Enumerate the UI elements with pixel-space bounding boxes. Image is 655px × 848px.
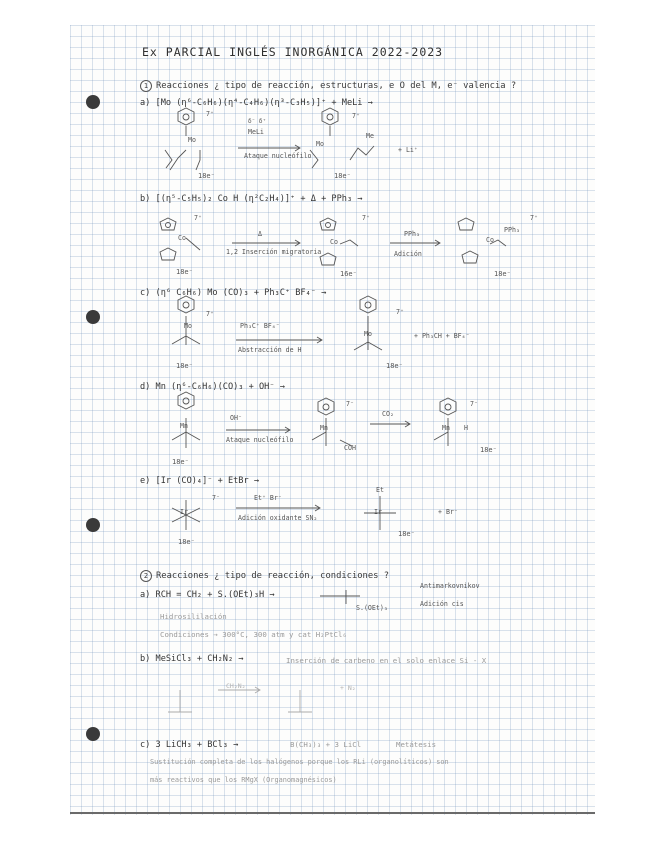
- reaction-c-equation: c) (η⁶ C₆H₆) Mo (CO)₃ + Ph₃C⁺ BF₄⁻ →: [140, 288, 327, 298]
- reaction-c-product-electrons: 18e⁻: [386, 362, 403, 370]
- reaction-a-reagent-charge: δ⁻ δ⁺: [248, 118, 267, 125]
- reaction-b-product-electrons: 18e⁻: [494, 270, 511, 278]
- reaction-c-byproducts: + Ph₃CH + BF₄⁻: [414, 332, 470, 340]
- reaction-c-start-electrons: 18e⁻: [176, 362, 193, 370]
- reaction-e-metal: Ir: [180, 508, 188, 516]
- reaction-a-substituent: Me: [366, 132, 374, 140]
- reaction-2b-middle: CH₂N₂: [226, 682, 246, 690]
- reaction-2b-byproduct: + N₂: [340, 684, 356, 692]
- reaction-2c-products: B(CH₃)₃ + 3 LiCl: [290, 740, 362, 749]
- reaction-e-equation: e) [Ir (CO)₄]⁻ + EtBr →: [140, 476, 259, 486]
- reaction-2a-note1: Hidrosililación: [160, 612, 227, 621]
- reaction-c-product-metal: Mo: [364, 330, 372, 338]
- reaction-d-step2-reagent: CO₂: [382, 410, 394, 418]
- section-1-number: 1: [140, 80, 152, 92]
- reaction-d-mid-metal: Mn: [320, 424, 328, 432]
- reaction-d-product-electrons: 18e⁻: [480, 446, 497, 454]
- reaction-d-arrow-label: Ataque nucleófilo: [226, 436, 294, 444]
- reaction-d-start-electrons: 18e⁻: [172, 458, 189, 466]
- reaction-e-product-electrons: 18e⁻: [398, 530, 415, 538]
- reaction-c-metal: Mo: [184, 322, 192, 330]
- reaction-2a-product: S.(OEt)₃: [356, 604, 388, 612]
- reaction-2c-note1: Sustitución completa de los halógenos porque los RLi (organolíticos) son: [150, 758, 449, 766]
- reaction-e-start-electrons: 18e⁻: [178, 538, 195, 546]
- reaction-2c-note2: más reactivos que los RMgX (Organomagnésicos): [150, 776, 337, 784]
- reaction-2b-equation: b) MeSiCl₃ + CH₂N₂ →: [140, 654, 244, 664]
- reaction-e-product-metal: Ir: [374, 508, 382, 516]
- reaction-2c-equation: c) 3 LiCH₃ + BCl₃ →: [140, 740, 239, 750]
- reaction-a-equation: a) [Mo (η⁶-C₆H₆)(η⁴-C₄H₆)(η³-C₃H₅)]⁺ + MeLi →: [140, 98, 373, 108]
- reaction-a-reagent: MeLi: [248, 128, 264, 136]
- reaction-a-product-metal: Mo: [316, 140, 324, 148]
- section-2-heading: [140, 570, 389, 582]
- reaction-e-arrow-reagent: Et⁺ Br⁻: [254, 494, 282, 502]
- reaction-2c-type: Metátesis: [396, 740, 437, 749]
- section-1-heading-text: Reacciones ¿ tipo de reacción, estructuras, e O del M, e⁻ valencia ?: [156, 81, 517, 91]
- reaction-2b-note: Inserción de carbeno en el solo enlace Si - X: [286, 656, 487, 665]
- section-1-heading: [140, 80, 516, 92]
- reaction-2a-type2: Adición cis: [420, 600, 464, 608]
- reaction-d-mid-ligand: COH: [344, 444, 356, 452]
- section-2-heading-text: Reacciones ¿ tipo de reacción, condiciones ?: [156, 571, 390, 581]
- reaction-b-step1-reagent: Δ: [258, 230, 262, 238]
- reaction-d-metal: Mn: [180, 422, 188, 430]
- section-2-number: 2: [140, 570, 152, 582]
- reaction-a-charge: 7⁺: [206, 110, 214, 118]
- reaction-b-product-ligand: PPh₃: [504, 226, 520, 234]
- reaction-d-product-ligand: H: [464, 424, 468, 432]
- reaction-d-arrow-reagent: OH⁻: [230, 414, 242, 422]
- reaction-a-arrow-label: Ataque nucleófilo: [244, 152, 312, 160]
- reaction-b-metal: Co: [178, 234, 186, 242]
- reaction-c-charge: 7⁺: [206, 310, 214, 318]
- reaction-2a-note2: Condiciones → 300°C, 300 atm y cat H₂PtCl₆: [160, 630, 347, 639]
- reaction-d-mid-charge: 7⁻: [346, 400, 354, 408]
- reaction-a-product-charge: 7⁺: [352, 112, 360, 120]
- reaction-b-equation: b) [(η⁵-C₅H₅)₂ Co H (η²C₂H₄)]⁺ + Δ + PPh₃ →: [140, 194, 363, 204]
- reaction-2a-equation: a) RCH = CH₂ + S.(OEt)₃H →: [140, 590, 275, 600]
- reaction-e-arrow-label: Adición oxidante SN₂: [238, 514, 318, 522]
- page-title: Ex PARCIAL INGLÉS INORGÁNICA 2022-2023: [142, 45, 444, 59]
- reaction-b-product-metal: Co: [486, 236, 494, 244]
- reaction-e-byproduct: + Br⁻: [438, 508, 458, 516]
- reaction-b-mid-electrons: 16e⁻: [340, 270, 357, 278]
- reaction-b-mid-charge: 7⁺: [362, 214, 370, 222]
- reaction-a-metal: Mo: [188, 136, 196, 144]
- reaction-b-step1-label: 1,2 Inserción migratoria: [226, 248, 322, 256]
- reaction-b-product-charge: 7⁺: [530, 214, 538, 222]
- reaction-b-charge: 7⁺: [194, 214, 202, 222]
- reaction-b-step2-reagent: PPh₃: [404, 230, 420, 238]
- reaction-a-product-electrons: 18e⁻: [334, 172, 351, 180]
- reaction-d-product-charge: 7⁻: [470, 400, 478, 408]
- reaction-e-charge: 7⁻: [212, 494, 220, 502]
- reaction-e-product-group: Et: [376, 486, 384, 494]
- reaction-c-product-charge: 7⁺: [396, 308, 404, 316]
- reaction-d-product-metal: Mn: [442, 424, 450, 432]
- reaction-b-mid-metal: Co: [330, 238, 338, 246]
- reaction-2a-type: Antimarkovnikov: [420, 582, 480, 590]
- reaction-b-step2-label: Adición: [394, 250, 422, 258]
- reaction-b-start-electrons: 18e⁻: [176, 268, 193, 276]
- reaction-a-start-electrons: 18e⁻: [198, 172, 215, 180]
- reaction-c-arrow-reagent: Ph₃C⁺ BF₄⁻: [240, 322, 280, 330]
- reaction-c-arrow-label: Abstracción de H: [238, 346, 302, 354]
- reaction-d-equation: d) Mn (η⁶-C₆H₆)(CO)₃ + OH⁻ →: [140, 382, 285, 392]
- reaction-a-byproduct: + Li⁺: [398, 146, 418, 154]
